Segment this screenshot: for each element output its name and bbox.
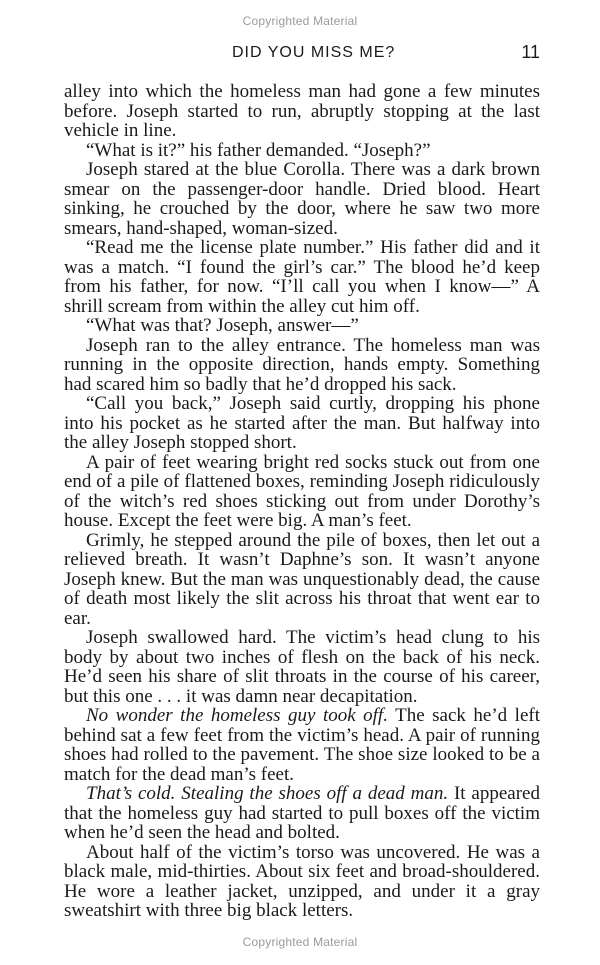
- paragraph: “What was that? Joseph, answer—”: [86, 315, 359, 336]
- body-text: [64, 82, 540, 921]
- paragraph: Joseph ran to the alley entrance. The homeless man was running in the opposite direction, hands empty. Something had scared him so badly that he’d dropped his sack.: [64, 334, 540, 395]
- running-header: [64, 40, 540, 64]
- page-number: 11: [521, 42, 540, 62]
- italic-thought: That’s cold. Stealing the shoes off a dead man.: [86, 783, 449, 804]
- paragraph: “Call you back,” Joseph said curtly, dropping his phone into his pocket as he started after the man. But halfway into the alley Joseph stopped short.: [64, 393, 540, 453]
- running-title: DID YOU MISS ME?: [232, 44, 396, 61]
- paragraph: Grimly, he stepped around the pile of boxes, then let out a relieved breath. It wasn’t Daphne’s son. It wasn’t anyone Joseph knew. But the man was unquestionably dead, the cause of death most likely the slit across his throat that went ear to ear.: [64, 529, 540, 629]
- paragraph: That’s cold. Stealing the shoes off a dead man. It appeared that the homeless guy had started to pull boxes off the victim when he’d seen the head and bolted.: [64, 783, 540, 843]
- paragraph: Joseph swallowed hard. The victim’s head clung to his body by about two inches of flesh on the back of his neck. He’d seen his share of slit throats in the course of his career, but this one . . . it was damn near decapitation.: [64, 627, 540, 707]
- paragraph: A pair of feet wearing bright red socks stuck out from one end of a pile of flattened boxes, reminding Joseph ridiculously of the witch’s red shoes sticking out from under Dorothy’s house. Except the feet were big. A man’s feet.: [64, 451, 540, 531]
- copyright-watermark-bottom: Copyrighted Material: [242, 935, 358, 949]
- paragraph: About half of the victim’s torso was uncovered. He was a black male, mid-thirties. About six feet and broad-shouldered. He wore a leather jacket, unzipped, and under it a gray sweatshirt with three big black letters.: [64, 841, 540, 921]
- paragraph: Joseph stared at the blue Corolla. There was a dark brown smear on the passenger-door handle. Dried blood. Heart sinking, he crouched by the door, where he saw two more smears, hand-shaped, woman-sized.: [64, 159, 540, 239]
- paragraph: alley into which the homeless man had gone a few minutes before. Joseph started to run, abruptly stopping at the last vehicle in line.: [64, 81, 540, 141]
- italic-thought: No wonder the homeless guy took off.: [86, 705, 388, 726]
- paragraph: “What is it?” his father demanded. “Joseph?”: [86, 139, 431, 161]
- paragraph: “Read me the license plate number.” His father did and it was a match. “I found the girl’s car.” The blood he’d keep from his father, for now. “I’ll call you when I know—” A shrill scream from within the alley cut him off.: [64, 237, 540, 317]
- copyright-watermark-top: Copyrighted Material: [242, 14, 358, 28]
- paragraph: No wonder the homeless guy took off. The sack he’d left behind sat a few feet from the victim’s head. A pair of running shoes had rolled to the pavement. The shoe size looked to be a match for the dead man’s feet.: [64, 705, 540, 785]
